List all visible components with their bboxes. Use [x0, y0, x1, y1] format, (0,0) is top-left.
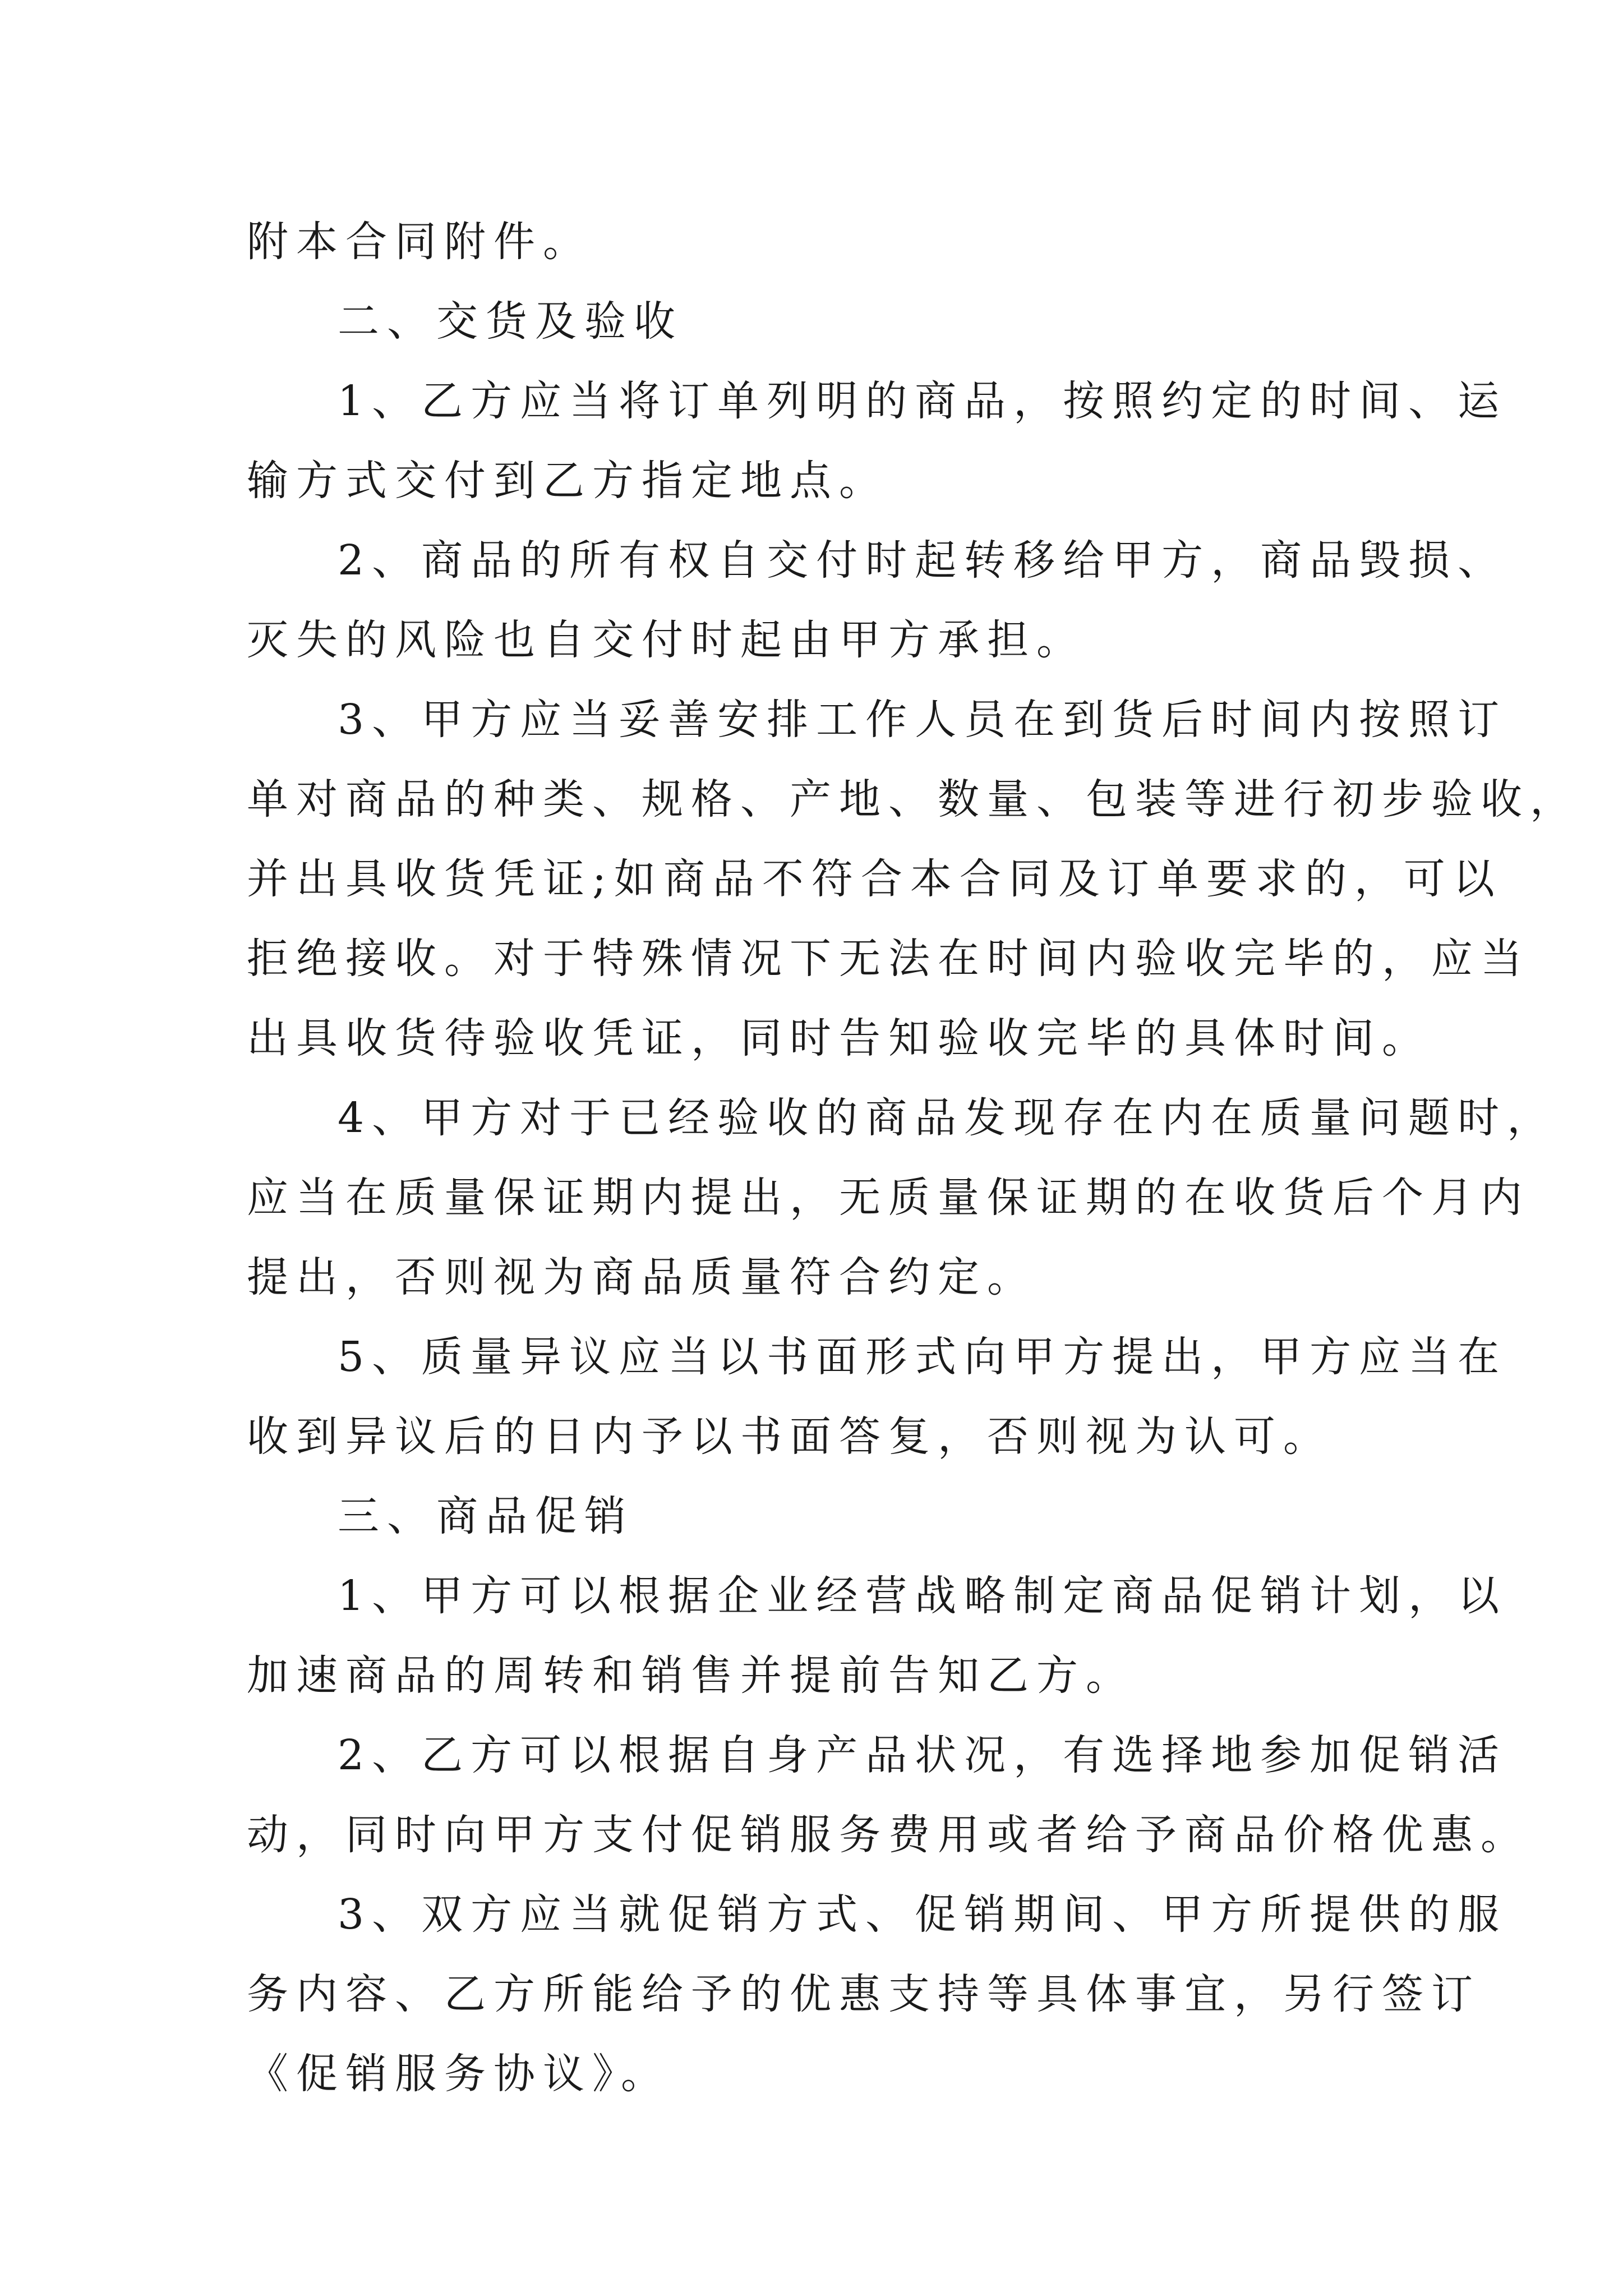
clause-line: 5、质量异议应当以书面形式向甲方提出，甲方应当在 — [338, 1333, 1507, 1381]
clause-line: 4、甲方对于已经验收的商品发现存在内在质量问题时， — [338, 1094, 1557, 1142]
text-line: 提出，否则视为商品质量符合约定。 — [247, 1253, 1036, 1301]
clause-line: 3、双方应当就促销方式、促销期间、甲方所提供的服 — [338, 1890, 1507, 1939]
text-line: 灭失的风险也自交付时起由甲方承担。 — [247, 616, 1086, 664]
text-line: 附本合同附件。 — [247, 218, 592, 266]
text-line: 输方式交付到乙方指定地点。 — [247, 457, 888, 505]
section-heading: 二、交货及验收 — [338, 297, 683, 346]
text-line: 出具收货待验收凭证，同时告知验收完毕的具体时间。 — [247, 1014, 1431, 1062]
section-heading: 三、商品促销 — [338, 1492, 634, 1540]
clause-line: 1、甲方可以根据企业经营战略制定商品促销计划，以 — [338, 1572, 1507, 1620]
text-line: 并出具收货凭证;如商品不符合本合同及订单要求的，可以 — [247, 855, 1502, 903]
text-line: 动，同时向甲方支付促销服务费用或者给予商品价格优惠。 — [247, 1811, 1530, 1859]
text-line: 拒绝接收。对于特殊情况下无法在时间内验收完毕的，应当 — [247, 935, 1530, 983]
text-line: 收到异议后的日内予以书面答复，否则视为认可。 — [247, 1412, 1332, 1461]
clause-line: 1、乙方应当将订单列明的商品，按照约定的时间、运 — [338, 377, 1507, 425]
text-line: 务内容、乙方所能给予的优惠支持等具体事宜，另行签订 — [247, 1970, 1481, 2018]
document-body — [247, 202, 1579, 2114]
text-line: 应当在质量保证期内提出，无质量保证期的在收货后个月内 — [247, 1174, 1530, 1222]
clause-line: 3、甲方应当妥善安排工作人员在到货后时间内按照订 — [338, 696, 1507, 744]
text-line: 单对商品的种类、规格、产地、数量、包装等进行初步验收， — [247, 775, 1579, 823]
text-line: 《促销服务协议》。 — [247, 2050, 670, 2098]
text-line: 加速商品的周转和销售并提前告知乙方。 — [247, 1651, 1135, 1700]
clause-line: 2、商品的所有权自交付时起转移给甲方，商品毁损、 — [338, 536, 1507, 585]
clause-line: 2、乙方可以根据自身产品状况，有选择地参加促销活 — [338, 1731, 1507, 1779]
